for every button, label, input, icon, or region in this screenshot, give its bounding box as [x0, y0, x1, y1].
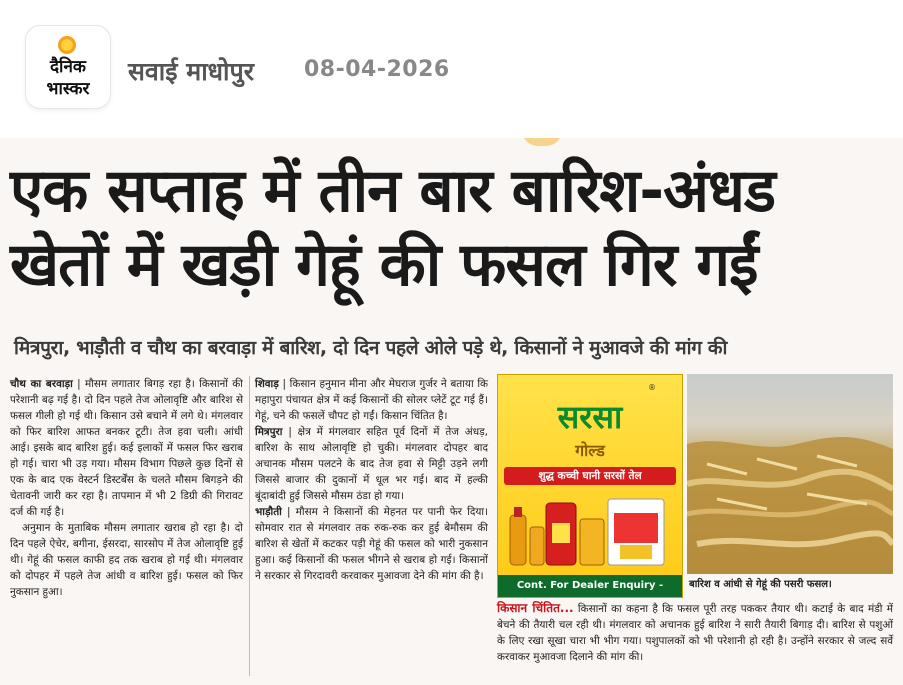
ad-tagline: शुद्ध कच्ची घानी सरसों तेल	[504, 467, 676, 485]
paragraph-text: अनुमान के मुताबिक मौसम लगातार खराब हो रहा है। दो दिन पहले ऐचेर, बगीना, ईसरदा, सारसोप में तेज ओलावृष्टि हुई थी। गेहूं की फसल काफी हद तक खराब हो गई थी। मंगलवार को दोपहर में पहले तेज आंधी व बारिश हुई। फसल को फिर नुकसान हुआ।	[10, 522, 243, 598]
dateline-keyword: चौथ का बरवाड़ा	[10, 378, 73, 390]
wheat-crop-photo	[687, 374, 893, 574]
paragraph	[255, 504, 488, 584]
paragraph-text: | मौसम ने किसानों की मेहनत पर पानी फेर दिया। सोमवार रात से मंगलवार तक रुक-रुक कर हुई बेमौसम की बारिश से खेतों में कटकर पड़ी गेहूं की फसल को भारी नुकसान हुआ। कई किसानों की फसल भीगने से खराब हो गई। किसानों ने सरकार से गिरदावरी करवाकर मुआवजा देने की मांग की है।	[255, 506, 488, 582]
sarsa-gold-advertisement[interactable]	[497, 374, 683, 598]
sun-icon	[58, 36, 76, 54]
headline-line-1: एक सप्ताह में तीन बार बारिश-अंधड	[10, 156, 776, 226]
box-text: किसानों का कहना है कि फसल पूरी तरह पककर तैयार थी। कटाई के बाद मंडी में बेचने की तैयारी चल रही थी। मंगलवार को अचानक हुई बारिश ने सारी तैयारी बिगाड़ दी। बारिश से पशुओं के लिए रखा सूखा चारा भी भीग गया। पशुपालकों को भी परेशानी हो रही है। उन्होंने सरकार से जल्द सर्वे करवाकर मुआवजा दिलाने की मांग की।	[497, 603, 893, 663]
app-header	[0, 0, 903, 138]
paragraph	[255, 424, 488, 504]
masthead-sun-mark	[522, 138, 562, 146]
column-divider	[249, 376, 250, 676]
paragraph-text: | क्षेत्र में मंगलवार सहित पूर्व दिनों में तेज अंधड़, बारिश के साथ ओलावृष्टि हो चुकी। मंगलवार दोपहर बाद अचानक मौसम पलटने के बाद तेज हवा से मिट्टी उड़ने लगी जिससे बाजार की दुकानों में धूल भर गई। बाद में हल्की बूंदाबांदी हुई जिससे मौसम ठंडा हो गया।	[255, 426, 488, 502]
paragraph	[10, 376, 243, 520]
dainik-bhaskar-logo[interactable]	[26, 26, 110, 108]
logo-text-line2: भास्कर	[46, 79, 90, 99]
newspaper-clipping	[0, 138, 903, 685]
registered-mark: ®	[648, 383, 656, 392]
subheadline: मित्रपुरा, भाड़ौती व चौथ का बरवाड़ा में बारिश, दो दिन पहले ओले पड़े थे, किसानों ने मुआवजे की मांग की	[14, 337, 728, 359]
paragraph-text: | मौसम लगातार बिगड़ रहा है। किसानों की परेशानी बढ़ गई है। दो दिन पहले तेज ओलावृष्टि और बारिश से फसल गीली हो गई थी। किसान उसे बचाने में लगे थे। मंगलवार को फिर बारिश आफत बनकर टूटी। तेज हवा चली। आंधी आई। इसके बाद बारिश हुई। कई इलाकों में फसल फिर खराब हो गई। चारा भी उड़ गया। मौसम विभाग पिछले कुछ दिनों से एक के बाद एक वेस्टर्न डिस्टर्बेंस के चलते मौसम बिगड़ने की चेतावनी जारी कर रहा है। तापमान में भी 2 डिग्री की गिरावट दर्ज की गई है।	[10, 378, 243, 518]
ad-contact: Cont. For Dealer Enquiry -	[498, 575, 682, 597]
box-keyword: किसान चिंतित...	[497, 601, 574, 615]
photo-caption: बारिश व आंधी से गेहूं की पसरी फसल।	[689, 579, 832, 590]
ad-brand-name: सरसा	[557, 398, 623, 436]
article-column-1	[10, 376, 243, 600]
fallen-wheat-illustration	[687, 374, 893, 574]
article-column-2	[255, 376, 488, 584]
headline-line-2: खेतों में खड़ी गेहूं की फसल गिर गईं	[10, 230, 758, 300]
dateline-keyword: शिवाड़	[255, 378, 279, 390]
dateline-keyword: मित्रपुरा	[255, 426, 283, 438]
farmers-worried-box	[497, 600, 893, 665]
ad-variant: गोल्ड	[575, 441, 605, 460]
edition-date[interactable]: 08-04-2026	[304, 57, 450, 82]
dateline-keyword: भाड़ौती	[255, 506, 282, 518]
oil-bottles-illustration	[506, 493, 674, 569]
edition-city[interactable]: सवाई माधोपुर	[128, 57, 254, 86]
paragraph	[255, 376, 488, 424]
logo-text-line1: दैनिक	[50, 57, 86, 77]
paragraph-text: | किसान हनुमान मीना और मेघराज गुर्जर ने बताया कि महापुरा पंचायत क्षेत्र में कई किसानों की सोलर प्लेटें टूट गई हैं। गेहूं, चने की फसलें चौपट हो गईं। किसान चिंतित है।	[255, 378, 488, 422]
paragraph	[10, 520, 243, 600]
